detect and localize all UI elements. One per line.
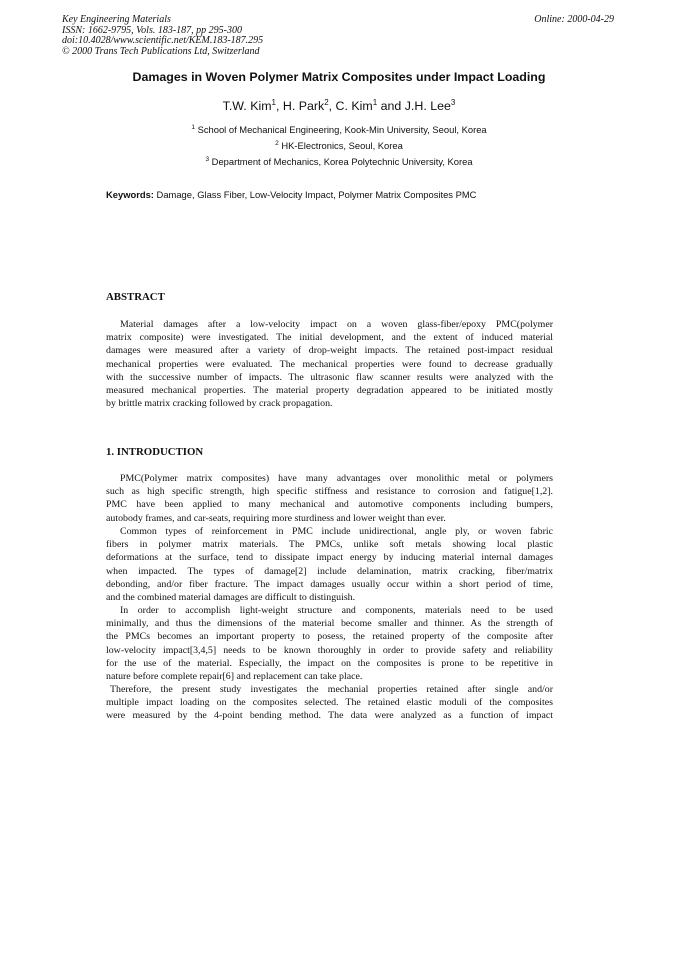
text-line: debonding, and/or fiber fracture. The impact damages usually occur within a short period of time, — [106, 578, 553, 590]
issn-line: ISSN: 1662-9795, Vols. 183-187, pp 295-300 — [62, 24, 242, 36]
affiliation-mark: 1 — [191, 124, 195, 131]
text-line: autobody frames, and car-seats, requiring more sturdiness and lower weight than ever. — [106, 512, 446, 524]
text-line: matrix composite) were investigated. The initial development, and the extent of induced material — [106, 332, 553, 344]
intro-paragraph-2 — [106, 525, 553, 604]
affiliation-2 — [0, 140, 678, 151]
author-list — [0, 98, 678, 113]
paper-title: Damages in Woven Polymer Matrix Composites under Impact Loading — [132, 70, 546, 84]
text-line: Common types of reinforcement in PMC include unidirectional, angle ply, or woven fabric — [120, 526, 553, 537]
affiliation-mark: 2 — [275, 140, 279, 147]
text-line: such as high specific strength, high specific stiffness and resistance to corrosion and fatigue[1,2]. — [106, 486, 553, 498]
affiliation-text: Department of Mechanics, Korea Polytechnic University, Korea — [211, 156, 473, 168]
author-affiliation-mark: 3 — [450, 98, 456, 107]
affiliation-3 — [0, 156, 678, 167]
author-affiliation-mark: 1 — [372, 98, 378, 107]
text-line: PMC have been applied to many mechanical and automotive components including bumpers, — [106, 499, 553, 511]
author-name: H. Park — [282, 99, 325, 114]
affiliation-mark: 3 — [205, 156, 210, 163]
text-line: were measured by the 4-point bending method. The data were analyzed as a function of impact — [106, 710, 553, 722]
affiliation-1 — [0, 124, 678, 135]
text-line: deformations at the surface, tend to dissipate impact energy by inducing material internal damages — [106, 552, 553, 564]
online-date: Online: 2000-04-29 — [534, 14, 614, 25]
text-line: In order to accomplish light-weight structure and components, materials need to be used — [120, 605, 553, 616]
copyright-line: © 2000 Trans Tech Publications Ltd, Switzerland — [62, 45, 260, 57]
author-separator: , — [275, 99, 283, 114]
doi-line: doi:10.4028/www.scientific.net/KEM.183-187.295 — [62, 35, 264, 47]
text-line: with the successive number of impacts. The ultrasonic flaw scanner results were analyzed with the — [106, 371, 553, 383]
text-line: low-velocity impact[3,4,5] needs to be known thoroughly in order to provide safety and reliability — [106, 644, 553, 656]
journal-header — [62, 15, 263, 57]
text-line: the PMCs becomes an important property to posess, the retained property of the composite after — [106, 631, 553, 643]
introduction-heading: 1. INTRODUCTION — [106, 446, 204, 458]
intro-paragraph-3 — [106, 604, 553, 683]
author-separator: , — [328, 99, 336, 114]
text-line: Material damages after a low-velocity impact on a woven glass-fiber/epoxy PMC(polymer — [120, 319, 553, 330]
keywords-text: Damage, Glass Fiber, Low-Velocity Impact, Polymer Matrix Composites PMC — [156, 189, 477, 200]
text-line: Therefore, the present study investigates the mechanial properties retained after single and/or — [110, 684, 553, 695]
text-line: measured mechanical properties. The material property degradation appeared to be initiated mostly — [106, 385, 553, 397]
text-line: damages were measured after a variety of drop-weight impacts. The retained post-impact residual — [106, 345, 553, 357]
keywords — [106, 189, 476, 200]
text-line: nature before complete repair[6] and replacement can take place. — [106, 671, 363, 683]
abstract-heading: ABSTRACT — [106, 291, 165, 303]
author-name: J.H. Lee — [404, 99, 451, 114]
text-line: fibers in polymer matrix materials. The PMCs, unlike soft metals showing local plastic — [106, 539, 553, 551]
text-line: for the use of the material. Especially, the impact on the composites is prone to be repetitive in — [106, 657, 553, 669]
abstract-paragraph — [106, 318, 553, 410]
text-line: minimally, and thus the dimensions of the material become smaller and thinner. As the strength of — [106, 618, 553, 630]
author-affiliation-mark: 1 — [271, 98, 276, 107]
text-line: mechanical properties were evaluated. The mechanical properties were found to decrease gradually — [106, 358, 553, 370]
author-separator: and — [377, 99, 405, 114]
text-line: PMC(Polymer matrix composites) have many advantages over monolithic metal or polymers — [120, 473, 553, 484]
journal-name: Key Engineering Materials — [62, 14, 171, 25]
keywords-label: Keywords: — [106, 189, 154, 200]
author-affiliation-mark: 2 — [324, 98, 329, 107]
author-name: T.W. Kim — [222, 99, 272, 114]
author-name: C. Kim — [335, 99, 373, 114]
intro-paragraph-1 — [106, 472, 553, 525]
affiliation-text: School of Mechanical Engineering, Kook-Min University, Seoul, Korea — [197, 124, 487, 136]
text-line: when impacted. The types of damage[2] include delamination, matrix cracking, fiber/matrix — [106, 565, 553, 577]
text-line: by brittle matrix cracking followed by crack propagation. — [106, 398, 333, 410]
text-line: multiple impact loading on the composites selected. The retained elastic moduli of the composites — [106, 697, 553, 709]
text-line: and the combined material damages are difficult to distinguish. — [106, 592, 356, 604]
affiliation-text: HK-Electronics, Seoul, Korea — [281, 140, 403, 152]
intro-paragraph-4 — [106, 683, 553, 723]
